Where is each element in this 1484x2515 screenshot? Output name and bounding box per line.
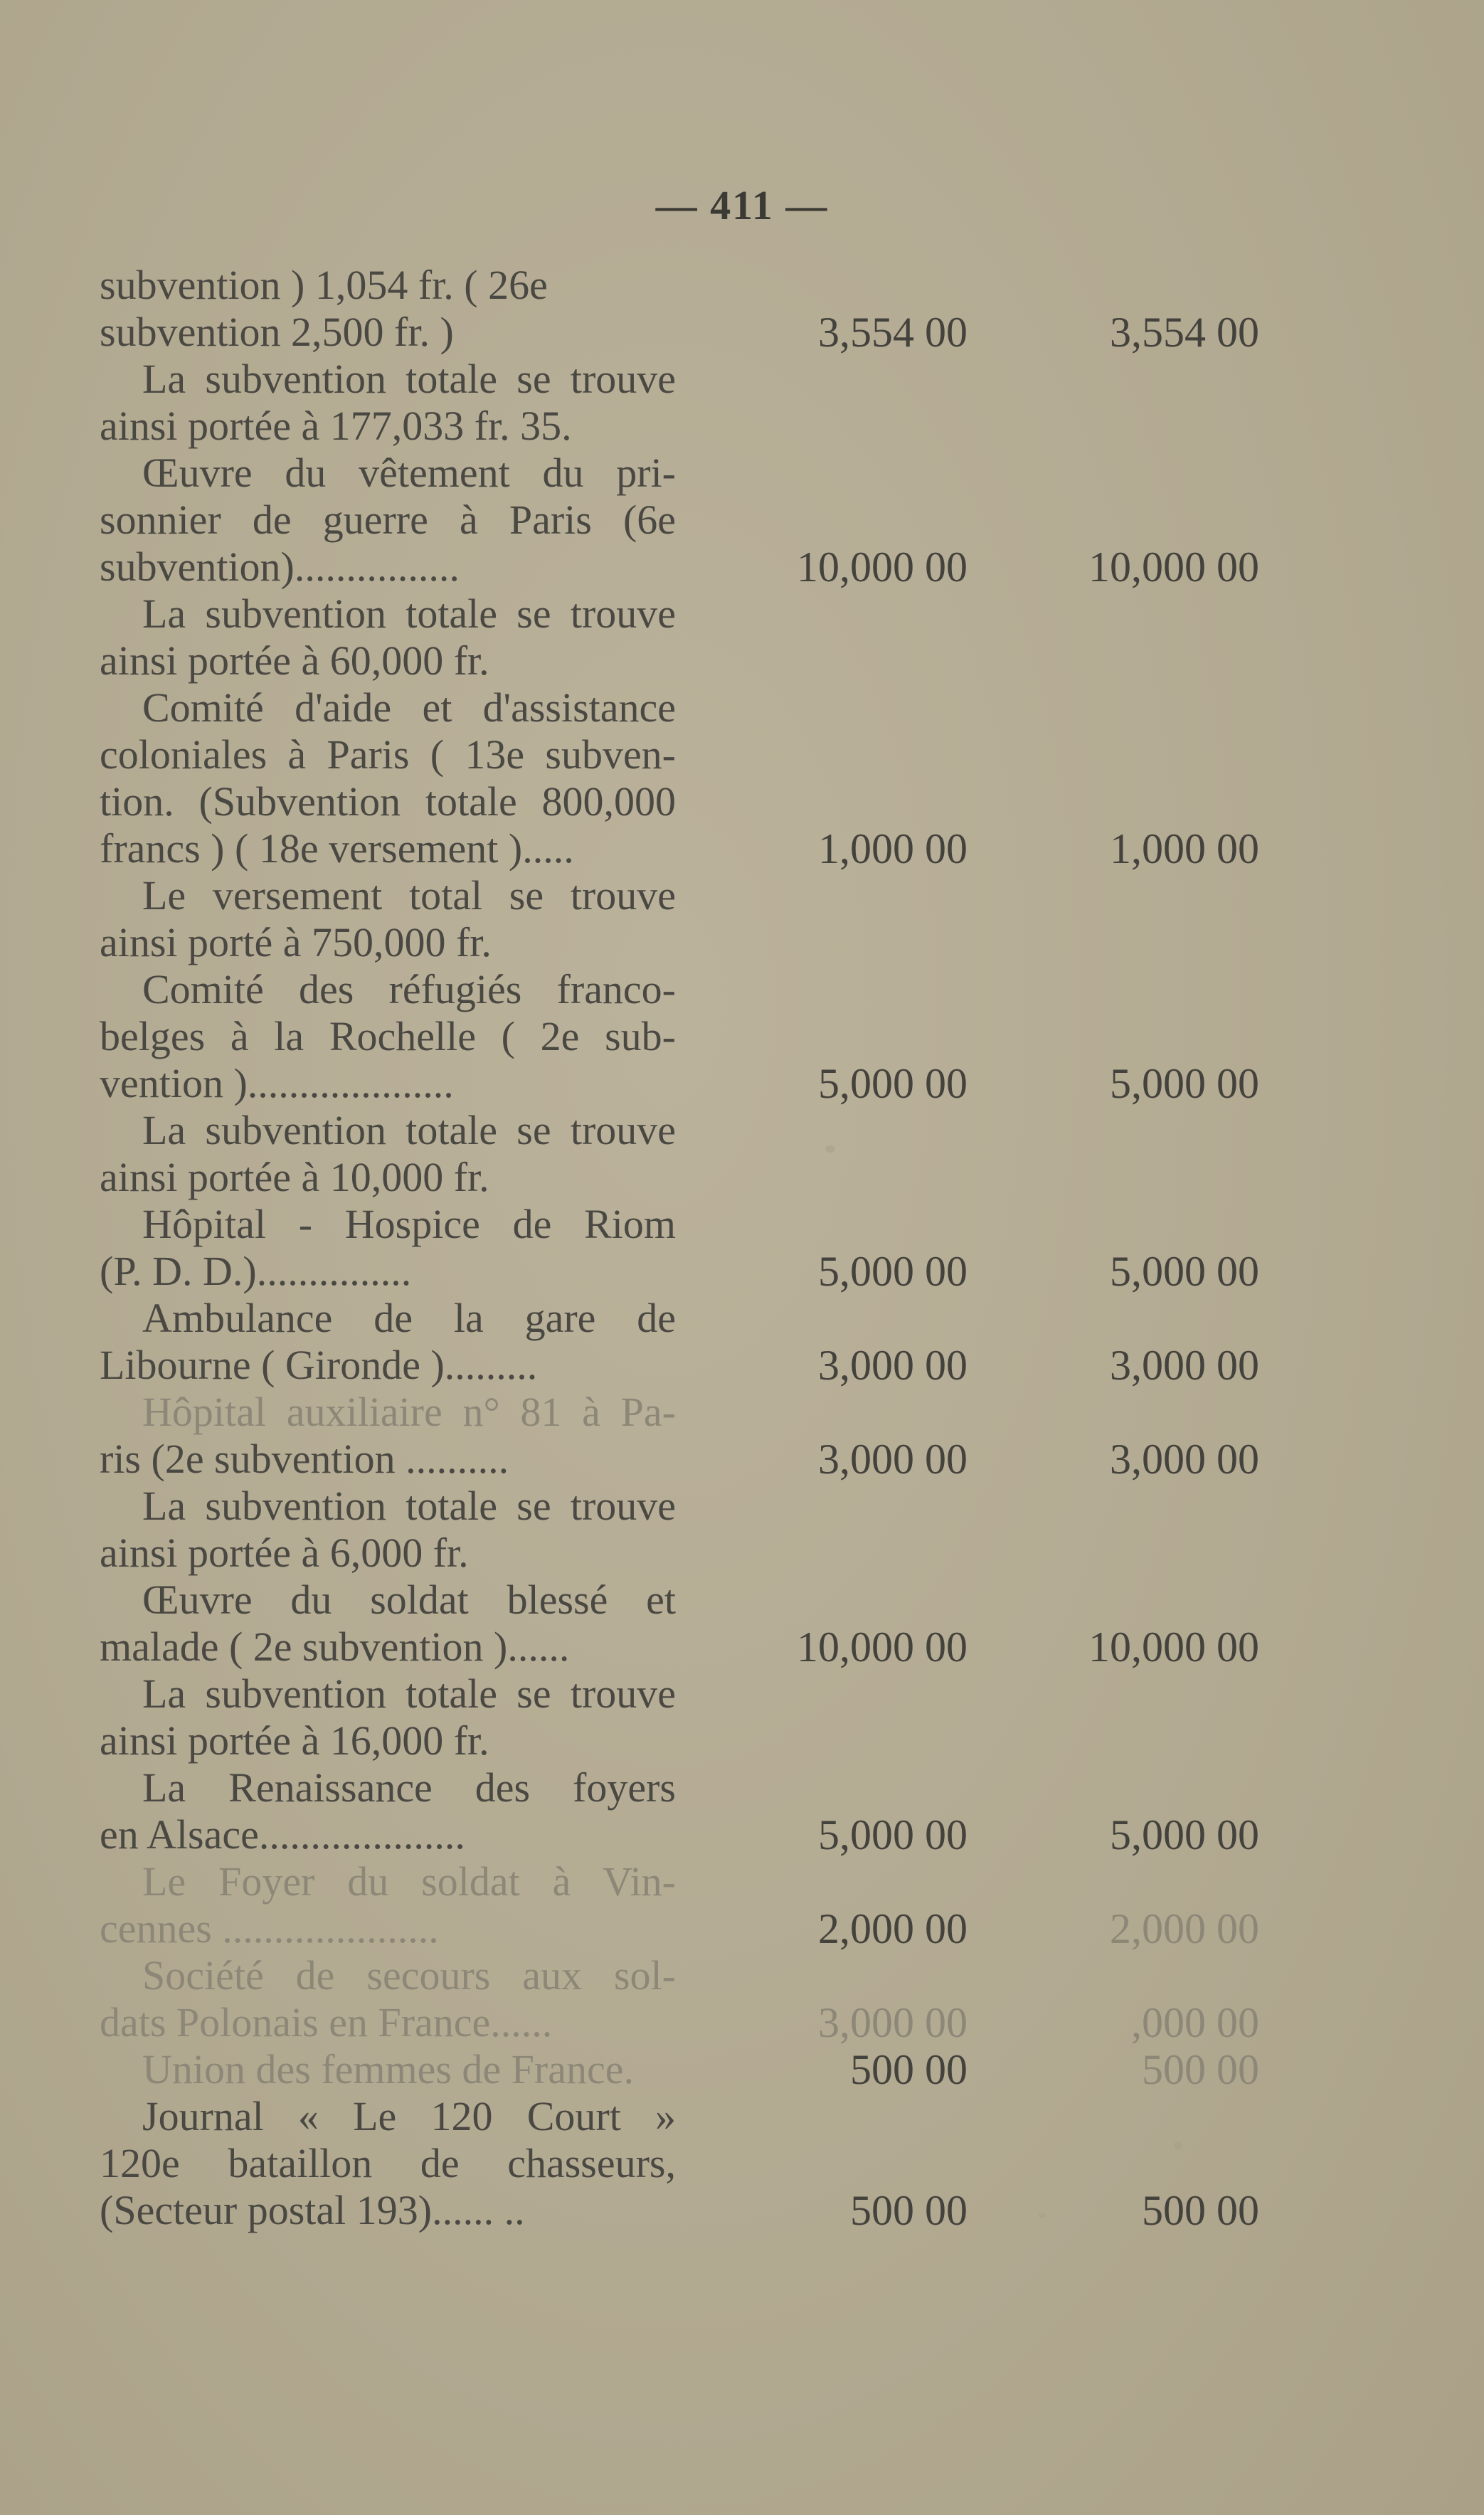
text-line: vention ).................... [100, 1060, 454, 1106]
text-line: La subvention totale se trouve [142, 1107, 676, 1153]
total-value: ,000 00 [1131, 1999, 1259, 2046]
total-value: 1,000 00 [1110, 825, 1259, 872]
total-value: 500 00 [1142, 2187, 1259, 2234]
text-line: La Renaissance des foyers [142, 1764, 676, 1811]
text-line: malade ( 2e subvention )...... [100, 1624, 570, 1670]
total-value: 3,554 00 [1110, 309, 1259, 356]
amount-value: 500 00 [850, 2046, 968, 2093]
text-line: ainsi portée à 60,000 fr. [100, 637, 489, 684]
text-line: (Secteur postal 193)...... .. [100, 2187, 525, 2233]
text-line: Hôpital - Hospice de Riom [142, 1201, 676, 1247]
amount-value: 3,000 00 [818, 1999, 968, 2046]
text-line: sonnier de guerre à Paris (6e [100, 497, 676, 543]
text-line: tion. (Subvention totale 800,000 [100, 778, 676, 825]
amount-value: 3,554 00 [818, 309, 968, 356]
text-line: Le versement total se trouve [142, 872, 676, 918]
paper-speck [825, 1145, 835, 1153]
text-line: Société de secours aux sol- [142, 1952, 676, 1998]
text-line: La subvention totale se trouve [142, 1671, 676, 1717]
total-value: 500 00 [1142, 2046, 1259, 2093]
text-line: Le Foyer du soldat à Vin- [142, 1858, 676, 1905]
amount-value: 5,000 00 [818, 1248, 968, 1295]
text-line: Comité des réfugiés franco- [142, 966, 676, 1012]
text-line: francs ) ( 18e versement )..... [100, 825, 574, 872]
text-line: Comité d'aide et d'assistance [142, 684, 676, 731]
text-line: cennes ..................... [100, 1905, 439, 1952]
text-line: subvention)................ [100, 544, 460, 590]
text-line: Journal « Le 120 Court » [142, 2093, 676, 2139]
total-value: 5,000 00 [1110, 1060, 1259, 1107]
amount-value: 500 00 [850, 2187, 968, 2234]
amount-value: 5,000 00 [818, 1060, 968, 1107]
text-line: Union des femmes de France. [142, 2046, 634, 2092]
total-value: 10,000 00 [1088, 544, 1259, 591]
total-value: 2,000 00 [1110, 1905, 1259, 1952]
text-line: ainsi portée à 16,000 fr. [100, 1717, 489, 1764]
text-line: La subvention totale se trouve [142, 356, 676, 402]
text-line: Ambulance de la gare de [142, 1295, 676, 1341]
text-line: ainsi portée à 6,000 fr. [100, 1530, 469, 1576]
total-value: 3,000 00 [1110, 1436, 1259, 1483]
text-line: coloniales à Paris ( 13e subven- [100, 731, 676, 778]
amount-value: 10,000 00 [797, 1624, 968, 1671]
text-line: Œuvre du soldat blessé et [142, 1577, 676, 1623]
amount-value: 1,000 00 [818, 825, 968, 872]
amount-value: 3,000 00 [818, 1342, 968, 1389]
text-line: Hôpital auxiliaire n° 81 à Pa- [142, 1389, 676, 1435]
text-line: (P. D. D.)............... [100, 1248, 412, 1294]
paper-speck [1174, 2141, 1182, 2150]
text-line: subvention ) 1,054 fr. ( 26e [100, 262, 548, 308]
amount-value: 2,000 00 [818, 1905, 968, 1952]
text-line: La subvention totale se trouve [142, 1483, 676, 1529]
text-line: 120e bataillon de chasseurs, [100, 2140, 676, 2186]
amount-value: 10,000 00 [797, 544, 968, 591]
text-line: ainsi porté à 750,000 fr. [100, 919, 492, 965]
amount-value: 3,000 00 [818, 1436, 968, 1483]
amount-value: 5,000 00 [818, 1811, 968, 1858]
total-value: 5,000 00 [1110, 1248, 1259, 1295]
text-line: en Alsace.................... [100, 1811, 465, 1858]
text-line: ris (2e subvention .......... [100, 1436, 509, 1482]
text-line: Œuvre du vêtement du pri- [142, 450, 676, 496]
total-value: 3,000 00 [1110, 1342, 1259, 1389]
text-line: dats Polonais en France...... [100, 1999, 553, 2045]
text-line: belges à la Rochelle ( 2e sub- [100, 1013, 676, 1059]
total-value: 5,000 00 [1110, 1811, 1259, 1858]
total-value: 10,000 00 [1088, 1624, 1259, 1671]
text-line: ainsi portée à 10,000 fr. [100, 1154, 489, 1200]
text-line: La subvention totale se trouve [142, 591, 676, 637]
text-line: Libourne ( Gironde )......... [100, 1342, 538, 1388]
page-number: — 411 — [655, 182, 829, 228]
text-line: ainsi portée à 177,033 fr. 35. [100, 403, 572, 449]
text-line: subvention 2,500 fr. ) [100, 309, 454, 355]
